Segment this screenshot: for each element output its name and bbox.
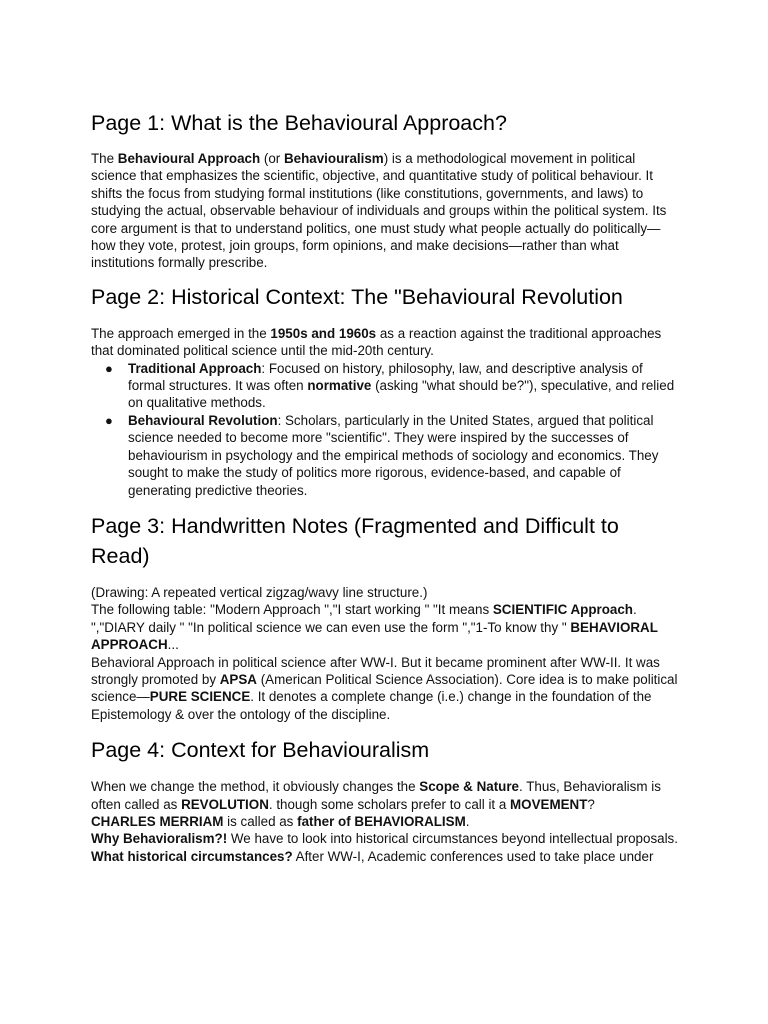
bold-term: CHARLES MERRIAM bbox=[91, 813, 224, 829]
section-1-heading: Page 1: What is the Behavioural Approach? bbox=[91, 111, 507, 135]
drawing-note: (Drawing: A repeated vertical zigzag/wavy line structure.) bbox=[91, 584, 428, 600]
text-run: ) is a methodological movement in political science that emphasizes the scientific, objective, and quantitative study of political behaviour. It shifts the focus from studying formal institutions (like constitutions, governments, and laws) to studying the actual, observable behaviour of individuals and groups within the political system. Its core argument is that to understand politics, one must study what people actually do politically—how they vote, protest, join groups, form opinions, and make decisions—rather than what institutions formally prescribe. bbox=[91, 151, 667, 271]
text-run: . ","DIARY daily " "In political science we can even use the form ","1-To know thy " bbox=[91, 602, 637, 635]
section-2-intro bbox=[91, 325, 683, 360]
section-3-heading: Page 3: Handwritten Notes (Fragmented and Difficult to Read) bbox=[91, 513, 619, 568]
text-run: (asking "what should be?"), speculative, and relied on qualitative methods. bbox=[128, 378, 675, 411]
text-run: (or bbox=[260, 151, 284, 166]
bold-term: What historical circumstances? bbox=[91, 848, 293, 864]
text-run: We have to look into historical circumstances beyond intellectual proposals. bbox=[227, 831, 678, 847]
bullet-icon: ● bbox=[105, 360, 113, 376]
bullet-heading: Traditional Approach bbox=[128, 360, 262, 376]
bullet-item-traditional-approach bbox=[91, 360, 683, 412]
document-body bbox=[91, 108, 683, 865]
text-run: The approach emerged in the bbox=[91, 325, 271, 341]
bold-term: father of BEHAVIORALISM bbox=[297, 813, 466, 829]
section-4-paragraph-merriam bbox=[91, 813, 683, 830]
bullet-heading: Behavioural Revolution bbox=[128, 412, 278, 428]
section-2-bullet-list bbox=[91, 360, 683, 499]
section-4-heading: Page 4: Context for Behaviouralism bbox=[91, 738, 430, 763]
section-1-paragraph bbox=[91, 150, 683, 272]
section-4-paragraph-why bbox=[91, 830, 683, 847]
bold-term: Behaviouralism bbox=[283, 151, 384, 166]
bullet-icon: ● bbox=[105, 412, 113, 428]
bold-term: 1950s and 1960s bbox=[270, 325, 377, 341]
bold-term: MOVEMENT bbox=[510, 796, 588, 812]
bold-term: normative bbox=[307, 378, 372, 394]
bold-term: Scope & Nature bbox=[419, 779, 519, 795]
text-run: Behavioral Approach in political science after WW-I. But it became prominent after WW-II. It was strongly promoted by bbox=[91, 654, 660, 687]
text-run: When we change the method, it obviously changes the bbox=[91, 779, 420, 795]
text-run: (American Political Science Association). Core idea is to make political science— bbox=[91, 671, 678, 705]
text-run: . though some scholars prefer to call it a bbox=[268, 796, 511, 812]
text-run: . It denotes a complete change (i.e.) change in the foundation of the Epistemology & over the ontology of the discipline. bbox=[91, 689, 652, 722]
section-3-paragraph bbox=[91, 654, 683, 724]
text-run: . bbox=[465, 813, 470, 829]
text-run: The following table: "Modern Approach ","I start working " "It means bbox=[91, 602, 493, 618]
bold-term: REVOLUTION bbox=[181, 796, 269, 812]
text-run: : Focused on history, philosophy, law, and descriptive analysis of formal structures. It was often bbox=[128, 360, 643, 394]
text-run: The bbox=[91, 151, 118, 166]
text-run: After WW-I, Academic conferences used to take place under bbox=[292, 848, 654, 864]
bullet-item-behavioural-revolution bbox=[91, 412, 683, 499]
bold-term: APSA bbox=[219, 671, 257, 687]
table-note bbox=[91, 601, 683, 653]
text-run: ? bbox=[587, 796, 595, 812]
text-run: as a reaction against the traditional approaches that dominated political science until the mid-20th century. bbox=[91, 325, 662, 359]
bold-term: Behavioural Approach bbox=[117, 151, 261, 166]
bold-term: Why Behavioralism?! bbox=[91, 831, 228, 847]
text-run: is called as bbox=[223, 813, 298, 829]
text-run: ... bbox=[167, 637, 179, 653]
section-4-paragraph-circumstances bbox=[91, 848, 683, 865]
bold-term: BEHAVIORAL APPROACH bbox=[91, 619, 658, 653]
text-run: : Scholars, particularly in the United States, argued that political science needed to become more "scientific". They were inspired by the successes of behaviourism in psychology and the empirical methods of sociology and economics. They sought to make the study of politics more rigorous, evidence-based, and capable of generating predictive theories. bbox=[128, 412, 659, 498]
bold-term: SCIENTIFIC Approach bbox=[492, 602, 633, 618]
text-run: . Thus, Behavioralism is often called as bbox=[91, 779, 661, 812]
bold-term: PURE SCIENCE bbox=[149, 689, 251, 705]
section-2-heading: Page 2: Historical Context: The "Behavioural Revolution bbox=[91, 284, 623, 309]
section-4-paragraph-scope bbox=[91, 778, 683, 813]
